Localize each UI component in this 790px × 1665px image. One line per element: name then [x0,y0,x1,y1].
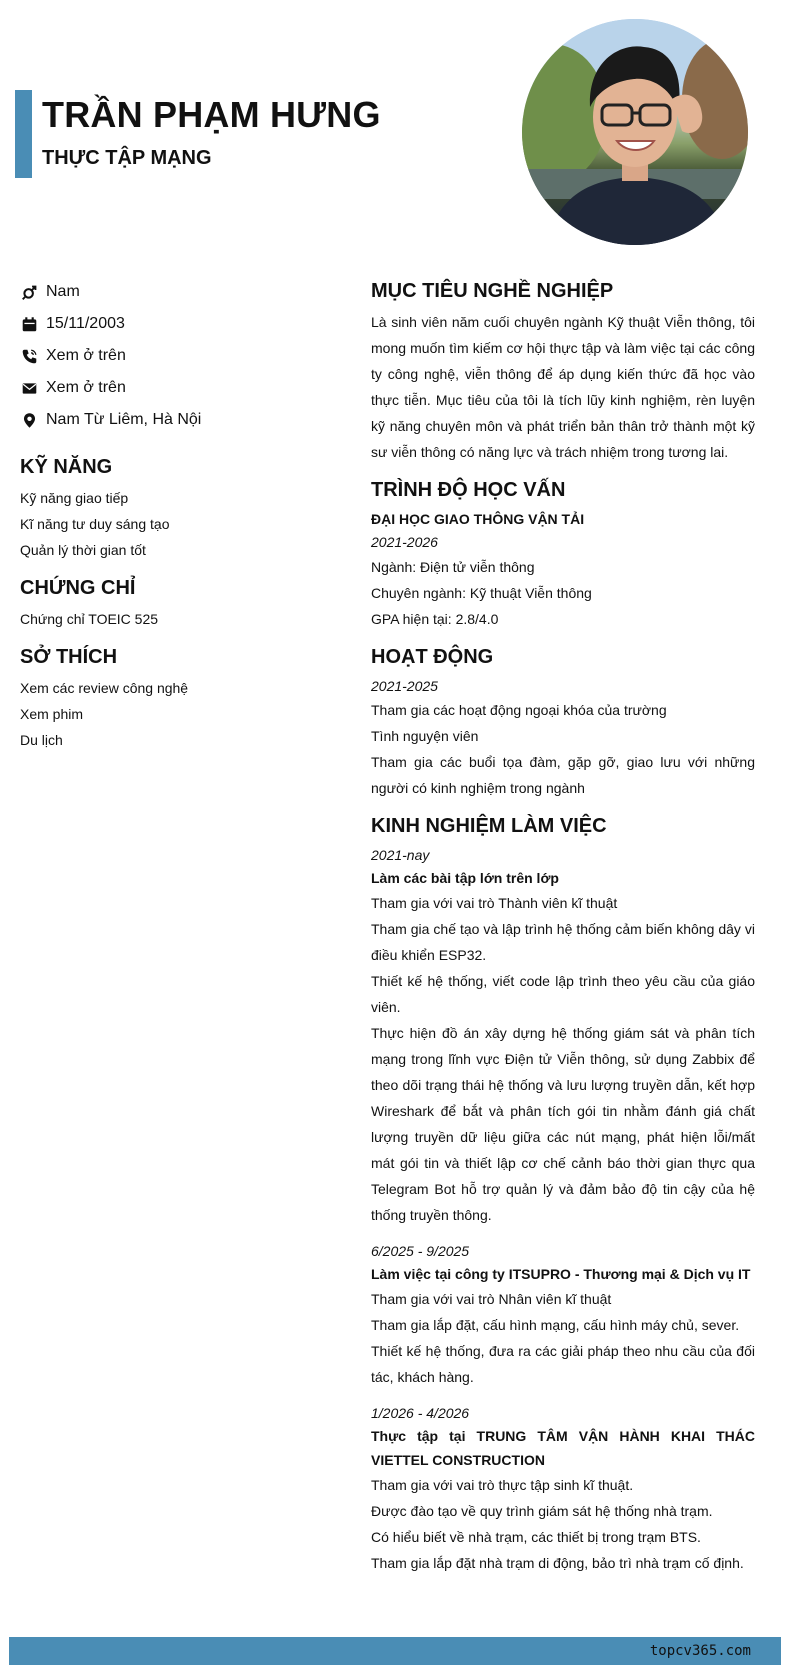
candidate-name: TRẦN PHẠM HƯNG [42,94,381,135]
calendar-icon [20,315,38,333]
contact-gender-value: Nam [46,283,80,300]
experience-line: Thực hiện đồ án xây dựng hệ thống giám sát và phân tích mạng trong lĩnh vực Điện tử Viễn thông, sử dụng Zabbix để theo dõi trạng thái hệ thống và lưu lượng truyền dẫn, kết hợp Wireshark để bắt và phân tích gói tin nhằm đánh giá chất lượng truyền dữ liệu giữa các nút mạng, phát hiện lỗi/mất mát gói tin và thiết lập cơ chế cảnh báo thời gian thực qua Telegram Bot hỗ trợ quản lý và đảm bảo độ tin cậy của hệ thống truyền thông. [371,1025,755,1223]
education-title: TRÌNH ĐỘ HỌC VẤN [371,479,566,501]
hobbies-title: SỞ THÍCH [20,646,118,668]
education-line: Chuyên ngành: Kỹ thuật Viễn thông [371,585,592,601]
contact-email [20,372,340,404]
certificates-title: CHỨNG CHỈ [20,577,136,599]
education-period: 2021-2026 [371,534,438,550]
experience-line: Được đào tạo về quy trình giám sát hệ thống nhà trạm. [371,1503,713,1519]
activity-line: Tình nguyện viên [371,728,479,744]
experience-heading: Thực tập tại TRUNG TÂM VẬN HÀNH KHAI THÁC VIETTEL CONSTRUCTION [371,1428,755,1468]
certificate-item: Chứng chỉ TOEIC 525 [20,611,159,627]
phone-icon [20,347,38,365]
experience-item [371,844,755,1228]
contact-address [20,404,340,436]
experience-line: Tham gia với vai trò thực tập sinh kĩ thuật. [371,1477,634,1493]
objective-title: MỤC TIÊU NGHỀ NGHIỆP [371,280,614,302]
hobby-item: Du lịch [20,732,63,748]
header-accent-bar [15,90,32,178]
location-pin-icon [20,411,38,429]
experience-line: Tham gia với vai trò Nhân viên kĩ thuật [371,1291,612,1307]
skill-item: Kĩ năng tư duy sáng tạo [20,516,170,532]
contact-address-value: Nam Từ Liêm, Hà Nội [46,411,202,428]
candidate-role: THỰC TẬP MẠNG [42,147,212,169]
experience-period: 6/2025 - 9/2025 [371,1243,470,1259]
experience-line: Có hiểu biết về nhà trạm, các thiết bị trong trạm BTS. [371,1529,701,1545]
hobby-item: Xem các review công nghệ [20,680,189,696]
experience-line: Thiết kế hệ thống, viết code lập trình theo yêu cầu của giáo viên. [371,973,755,1015]
experience-line: Thiết kế hệ thống, đưa ra các giải pháp theo nhu cầu của đối tác, khách hàng. [371,1343,755,1385]
experience-heading: Làm các bài tập lớn trên lớp [371,870,559,886]
activities-period: 2021-2025 [371,678,438,694]
footer-watermark: topcv365.com [649,1643,751,1659]
activities-title: HOẠT ĐỘNG [371,646,494,668]
objective-text: Là sinh viên năm cuối chuyên ngành Kỹ thuật Viễn thông, tôi mong muốn tìm kiếm cơ hội thực tập và làm việc tại các công ty công nghệ, viễn thông để áp dụng kiến thức đã học vào thực tiễn. Mục tiêu của tôi là tích lũy kinh nghiệm, rèn luyện kỹ năng chuyên môn và phát triển bản thân trở thành một kỹ sư viễn thông có năng lực và trách nhiệm trong tương lai. [371,314,755,460]
hobby-item: Xem phim [20,706,84,722]
experience-line: Tham gia chế tạo và lập trình hệ thống cảm biến không dây vi điều khiển ESP32. [371,921,755,963]
footer-bar [9,1637,781,1665]
activity-line: Tham gia các hoạt động ngoại khóa của trường [371,702,667,718]
gender-icon [20,283,38,301]
education-school: ĐẠI HỌC GIAO THÔNG VẬN TẢI [371,511,585,527]
experience-period: 2021-nay [371,847,430,863]
contact-phone [20,340,340,372]
skill-item: Kỹ năng giao tiếp [20,490,129,506]
contact-gender [20,276,340,308]
activity-line: Tham gia các buổi tọa đàm, gặp gỡ, giao lưu với những người có kinh nghiệm trong ngành [371,754,755,796]
contact-birthdate-value: 15/11/2003 [46,315,125,332]
skills-title: KỸ NĂNG [20,456,113,478]
experience-item [371,1402,755,1576]
education-line: Ngành: Điện tử viễn thông [371,559,535,575]
profile-photo-illustration [522,19,748,245]
left-column [20,276,340,753]
experience-item [371,1240,755,1390]
experience-line: Tham gia với vai trò Thành viên kĩ thuật [371,895,618,911]
contact-phone-value: Xem ở trên [46,347,126,364]
experience-line: Tham gia lắp đặt nhà trạm di động, bảo trì nhà trạm cố định. [371,1555,744,1571]
right-column [371,280,755,1576]
mail-icon [20,379,38,397]
profile-photo [522,19,748,245]
contact-email-value: Xem ở trên [46,379,126,396]
education-line: GPA hiện tại: 2.8/4.0 [371,611,499,627]
experience-heading: Làm việc tại công ty ITSUPRO - Thương mại & Dịch vụ IT [371,1266,751,1282]
contact-birthdate [20,308,340,340]
experience-line: Tham gia lắp đặt, cấu hình mạng, cấu hình máy chủ, sever. [371,1317,740,1333]
experience-period: 1/2026 - 4/2026 [371,1405,470,1421]
experience-title: KINH NGHIỆM LÀM VIỆC [371,815,607,837]
skill-item: Quản lý thời gian tốt [20,542,146,558]
